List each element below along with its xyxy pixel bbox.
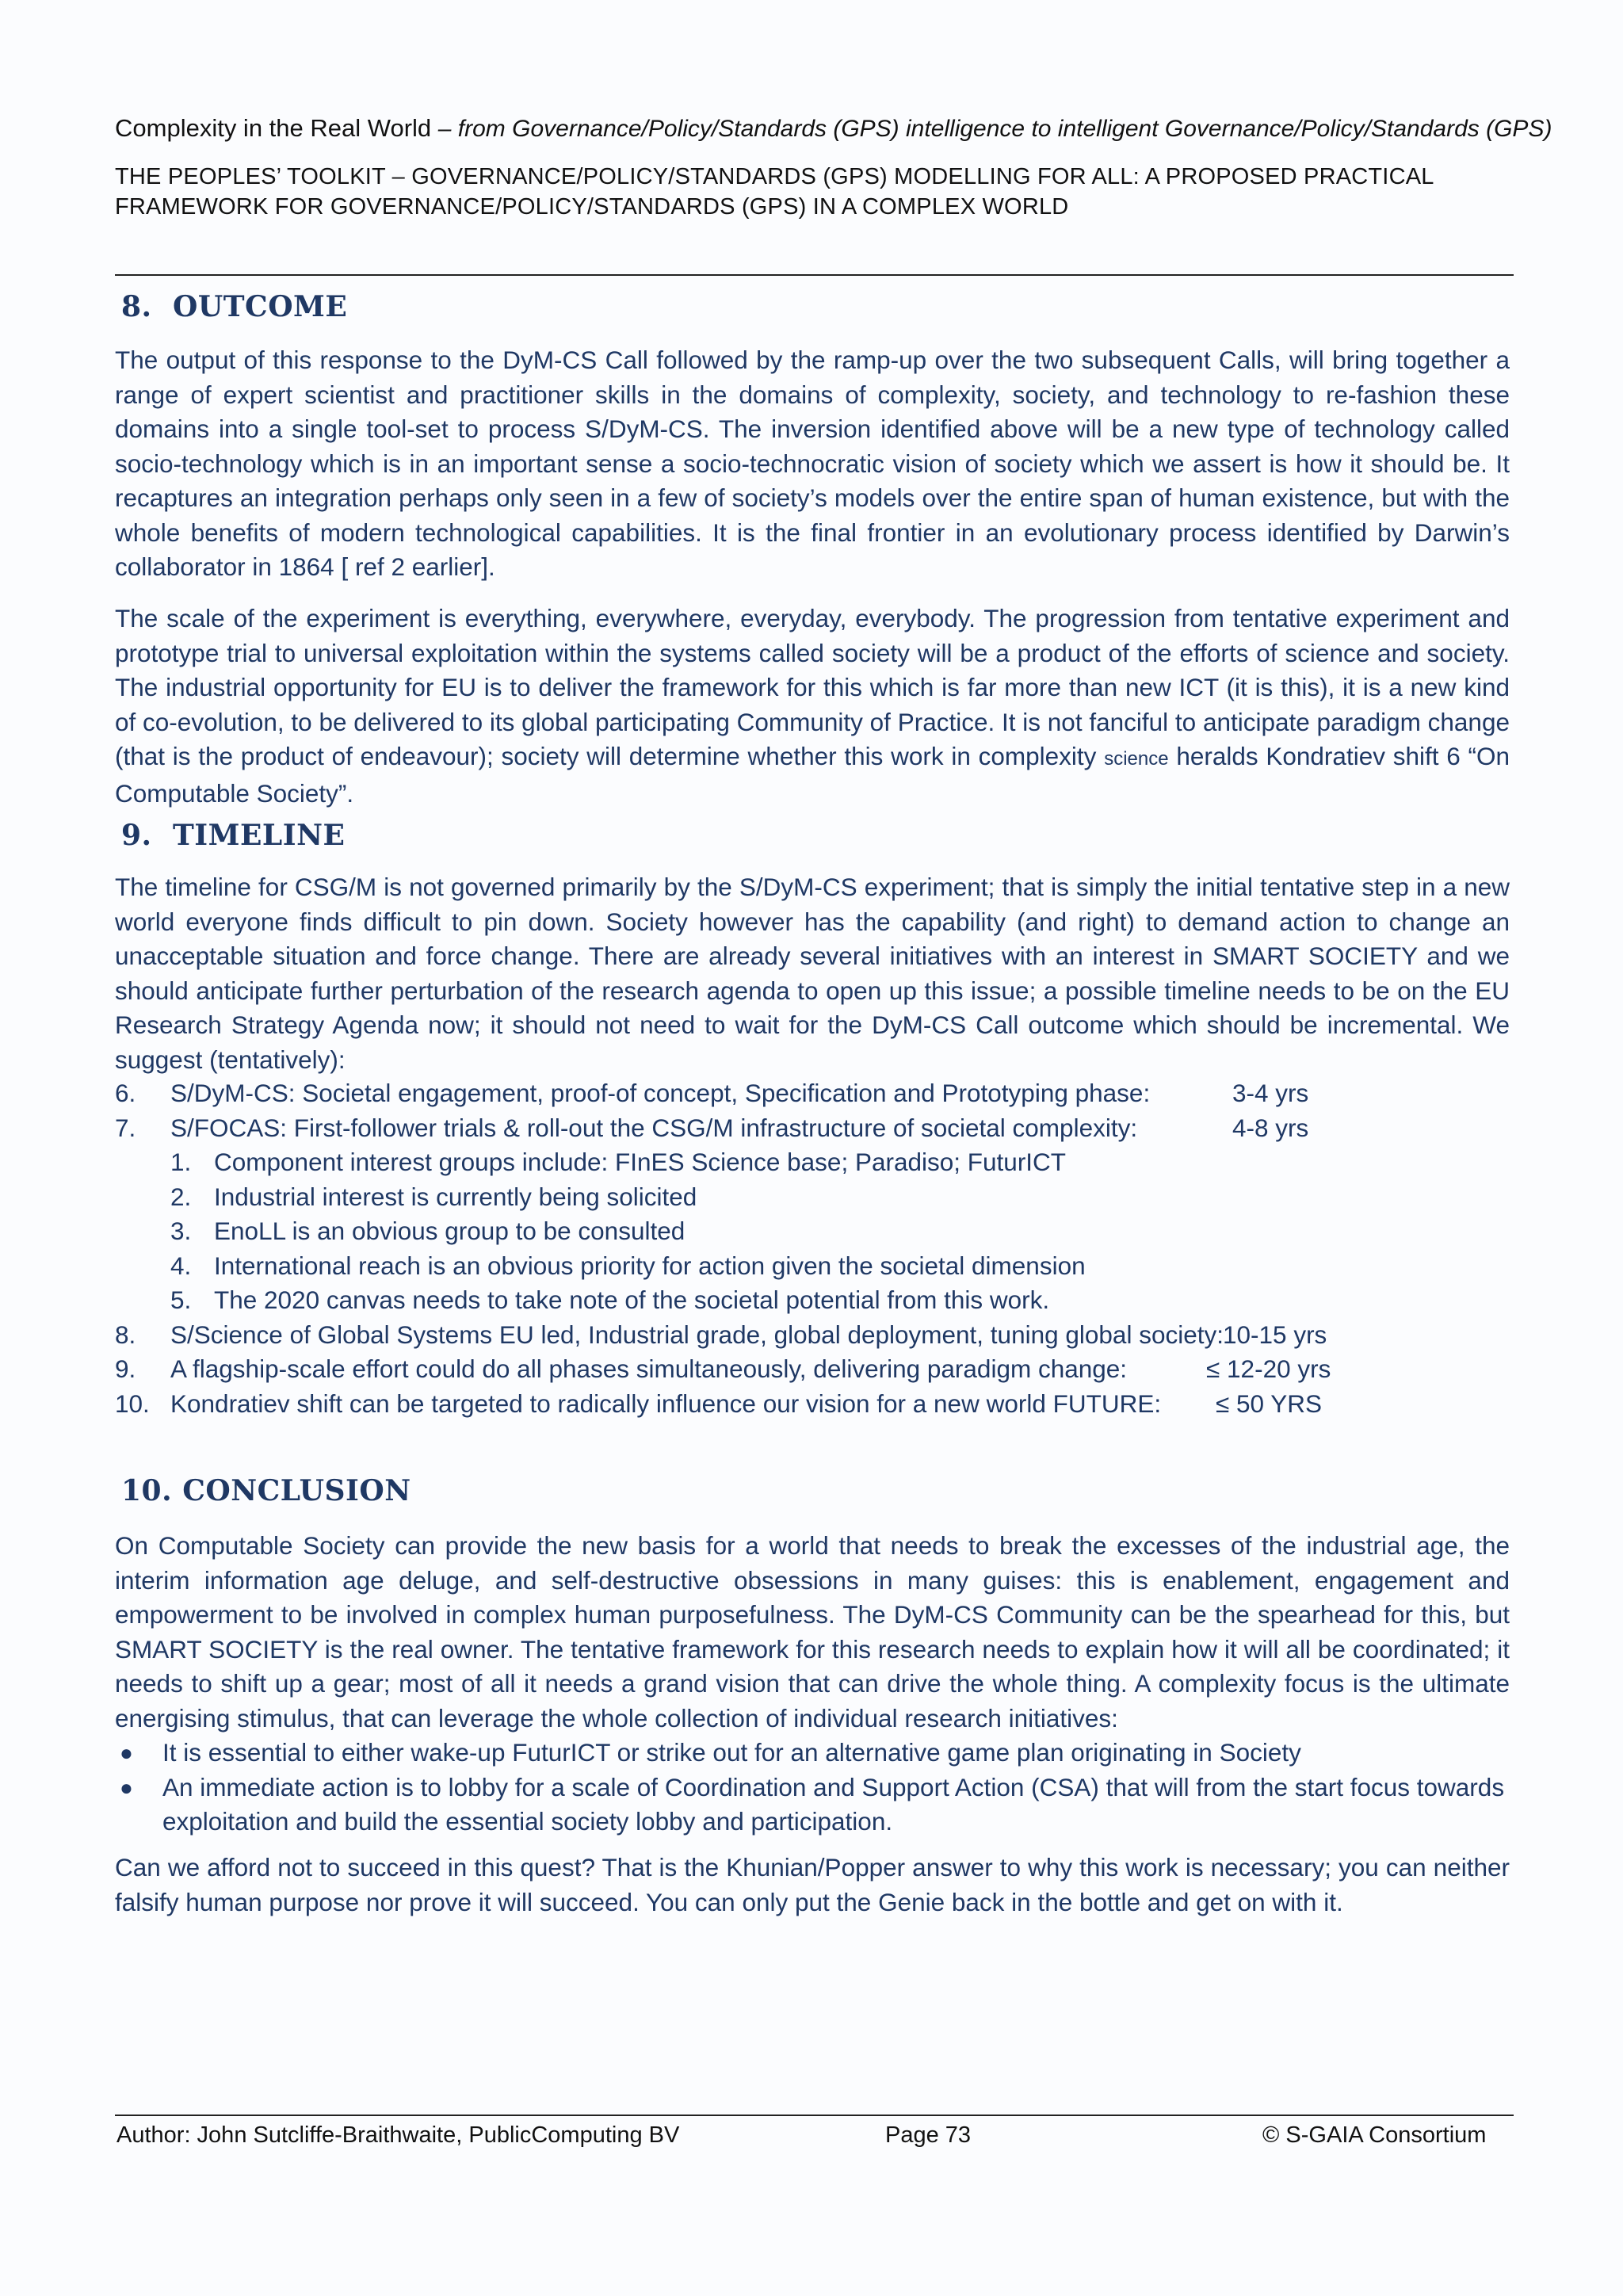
timeline-duration: 4-8 yrs <box>1232 1113 1309 1142</box>
conclusion-bullets <box>115 1736 1510 1839</box>
running-header-title <box>115 113 1552 145</box>
bullet-icon: ● <box>120 1775 133 1800</box>
conclusion-paragraph-1: On Computable Society can provide the new basis for a world that needs to break the excesses of the industrial age, the interim information age deluge, and self-destructive obsessions in many guises: this is enablement, engagement and empowerment to be involved in complex human purposefulness. The DyM-CS Community can be the spearhead for this, but SMART SOCIETY is the real owner. The tentative framework for this research needs to explain how it will all be coordinated; it needs to shift up a gear; most of all it needs a grand vision that can drive the whole thing. A complexity focus is the ultimate energising stimulus, that can leverage the whole collection of individual research initiatives: <box>115 1531 1510 1733</box>
outcome-p2-small: science <box>1104 748 1169 770</box>
timeline-subitem: 4. International reach is an obvious priority for action given the societal dimension <box>170 1251 1086 1280</box>
section-number: 10. <box>121 1474 173 1507</box>
section-title: OUTCOME <box>173 290 348 323</box>
timeline-subitem: 1. Component interest groups include: FInES Science base; Paradiso; FuturICT <box>170 1148 1067 1176</box>
timeline-item: 7. S/FOCAS: First-follower trials & roll-out the CSG/M infrastructure of societal complexity: 4-8 yrs <box>115 1111 1510 1146</box>
section-heading-timeline <box>121 819 345 852</box>
timeline-duration: ≤ 50 YRS <box>1216 1389 1323 1418</box>
timeline-item: 9. A flagship-scale effort could do all phases simultaneously, delivering paradigm change: ≤ 12-20 yrs <box>115 1352 1510 1387</box>
list-item: ● An immediate action is to lobby for a scale of Coordination and Support Action (CSA) that will from the start focus towards exploitation and build the essential society lobby and participation. <box>115 1771 1510 1839</box>
section-title: TIMELINE <box>173 819 346 852</box>
timeline-subitem: 5. The 2020 canvas needs to take note of the societal potential from this work. <box>170 1286 1050 1314</box>
footer-page-number: Page 73 <box>885 2122 972 2148</box>
section-heading-outcome <box>121 290 347 323</box>
running-header-subtitle: THE PEOPLES’ TOOLKIT – GOVERNANCE/POLICY/STANDARDS (GPS) MODELLING FOR ALL: A PROPOSED PRACTICAL FRAMEWORK FOR GOVERNANCE/POLICY/STANDARDS (GPS) IN A COMPLEX WORLD <box>115 164 1434 220</box>
section-number: 8. <box>121 290 152 323</box>
timeline-subitem: 3. EnoLL is an obvious group to be consulted <box>170 1217 685 1245</box>
bullet-icon: ● <box>120 1740 133 1765</box>
footer-copyright: © S-GAIA Consortium <box>1262 2122 1487 2148</box>
header-title-italic: – from Governance/Policy/Standards (GPS) intelligence to intelligent Governance/Policy/Standards (GPS) <box>437 116 1552 142</box>
timeline-duration: ≤ 12-20 yrs <box>1206 1354 1331 1383</box>
outcome-p2-tail: heralds Kondratiev shift 6 “On Computable Society”. <box>115 742 1510 808</box>
conclusion-paragraph-2: Can we afford not to succeed in this quest? That is the Khunian/Popper answer to why this work is necessary; you can neither falsify human purpose nor prove it will succeed. You can only put the Genie back in the bottle and get on with it. <box>115 1853 1510 1916</box>
timeline-item: 6. S/DyM-CS: Societal engagement, proof-of concept, Specification and Prototyping phase: 3-4 yrs <box>115 1076 1510 1111</box>
header-title-plain: Complexity in the Real World <box>115 114 432 142</box>
outcome-paragraph-2 <box>115 602 1510 811</box>
timeline-item: 8. S/Science of Global Systems EU led, Industrial grade, global deployment, tuning global society: 10-15 yrs <box>115 1318 1510 1353</box>
footer-rule <box>115 2115 1514 2116</box>
header-rule <box>115 274 1514 276</box>
timeline-duration: 10-15 yrs <box>1223 1320 1327 1349</box>
timeline-intro: The timeline for CSG/M is not governed primarily by the S/DyM-CS experiment; that is simply the initial tentative step in a new world everyone finds difficult to pin down. Society however has the capability (and right) to demand action to change an unacceptable situation and force change. There are already several initiatives with an interest in SMART SOCIETY and we should anticipate further perturbation of the research agenda to open up this issue; a possible timeline needs to be on the EU Research Strategy Agenda now; it should not need to wait for the DyM-CS Call outcome which should be incremental. We suggest (tentatively): <box>115 873 1510 1074</box>
outcome-paragraph-1: The output of this response to the DyM-CS Call followed by the ramp-up over the two subsequent Calls, will bring together a range of expert scientist and practitioner skills in the domains of complexity, society, and technology to re-fashion these domains into a single tool-set to process S/DyM-CS. The inversion identified above will be a new type of technology called socio-technology which is in an important sense a socio-technocratic vision of society which we assert is how it should be. It recaptures an integration perhaps only seen in a few of society’s models over the entire span of human existence, but with the whole benefits of modern technological capabilities. It is the final frontier in an evolutionary process identified by Darwin’s collaborator in 1864 [ ref 2 earlier]. <box>115 346 1510 581</box>
footer-author: Author: John Sutcliffe-Braithwaite, PublicComputing BV <box>116 2122 680 2148</box>
list-item: ● It is essential to either wake-up FuturICT or strike out for an alternative game plan originating in Society <box>115 1736 1510 1771</box>
outcome-p2-text: The scale of the experiment is everything, everywhere, everyday, everybody. The progression from tentative experiment and prototype trial to universal exploitation within the systems called society will be a product of the efforts of science and society. The industrial opportunity for EU is to deliver the framework for this which is far more than new ICT (it is this), it is a new kind of co-evolution, to be delivered to its global participating Community of Practice. It is not fanciful to anticipate paradigm change (that is the product of endeavour); society will determine whether this work in complexity <box>115 604 1510 770</box>
section-title: CONCLUSION <box>182 1474 411 1507</box>
timeline-duration: 3-4 yrs <box>1232 1079 1309 1107</box>
timeline-subitem: 2. Industrial interest is currently being solicited <box>170 1182 697 1211</box>
section-heading-conclusion <box>121 1474 411 1507</box>
section-number: 9. <box>121 819 152 852</box>
timeline-item: 10. Kondratiev shift can be targeted to radically influence our vision for a new world FUTURE: ≤ 50 YRS <box>115 1387 1510 1422</box>
timeline-list <box>115 1076 1510 1421</box>
